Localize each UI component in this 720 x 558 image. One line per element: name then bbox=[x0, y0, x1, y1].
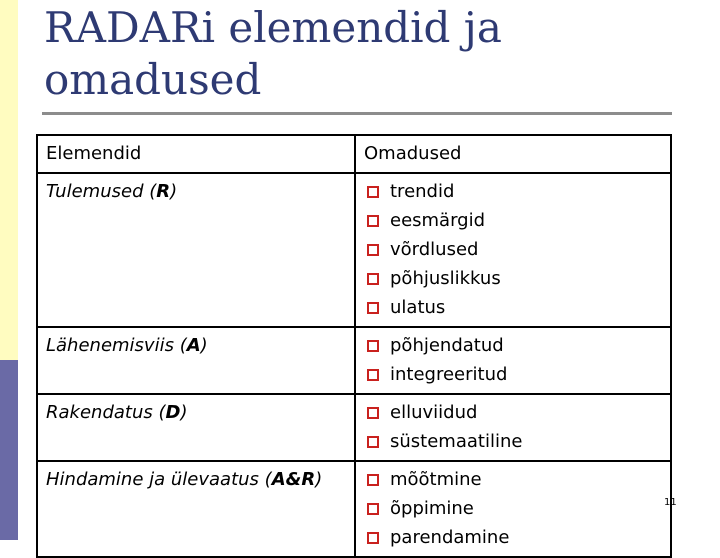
element-label: Hindamine ja ülevaatus ( bbox=[46, 469, 272, 490]
square-bullet-icon bbox=[367, 273, 379, 285]
square-bullet-icon bbox=[367, 302, 379, 314]
square-bullet-icon bbox=[367, 369, 379, 381]
square-bullet-icon bbox=[367, 436, 379, 448]
table-row bbox=[37, 461, 671, 557]
square-bullet-icon bbox=[367, 340, 379, 352]
table-row bbox=[37, 394, 671, 461]
element-code: A&R bbox=[271, 469, 316, 490]
slide-title: RADARi elemendid ja omadused bbox=[44, 3, 502, 104]
table-row bbox=[37, 173, 671, 327]
table-row bbox=[37, 327, 671, 394]
element-label: Lähenemisviis ( bbox=[46, 335, 187, 356]
element-cell bbox=[37, 461, 355, 557]
properties-cell bbox=[355, 173, 671, 327]
list-item: trendid bbox=[364, 177, 662, 206]
list-item: õppimine bbox=[364, 494, 662, 523]
properties-cell bbox=[355, 461, 671, 557]
list-item: eesmärgid bbox=[364, 206, 662, 235]
list-item: integreeritud bbox=[364, 360, 662, 389]
element-label: Tulemused ( bbox=[46, 181, 157, 202]
properties-cell bbox=[355, 327, 671, 394]
list-item: süstemaatiline bbox=[364, 427, 662, 456]
list-item: mõõtmine bbox=[364, 465, 662, 494]
list-item: põhjuslikkus bbox=[364, 264, 662, 293]
element-cell bbox=[37, 327, 355, 394]
square-bullet-icon bbox=[367, 532, 379, 544]
page-number: 11 bbox=[664, 497, 677, 508]
square-bullet-icon bbox=[367, 186, 379, 198]
square-bullet-icon bbox=[367, 503, 379, 515]
header-elements: Elemendid bbox=[37, 135, 355, 173]
square-bullet-icon bbox=[367, 474, 379, 486]
list-item: ulatus bbox=[364, 293, 662, 322]
list-item: elluviidud bbox=[364, 398, 662, 427]
square-bullet-icon bbox=[367, 244, 379, 256]
list-item: põhjendatud bbox=[364, 331, 662, 360]
element-label-end: ) bbox=[200, 335, 208, 356]
list-item: võrdlused bbox=[364, 235, 662, 264]
square-bullet-icon bbox=[367, 215, 379, 227]
properties-table bbox=[36, 134, 672, 558]
element-cell bbox=[37, 394, 355, 461]
square-bullet-icon bbox=[367, 407, 379, 419]
element-cell bbox=[37, 173, 355, 327]
side-accent-bar-lower bbox=[0, 360, 18, 540]
side-accent-bar bbox=[0, 0, 18, 360]
element-label-end: ) bbox=[170, 181, 178, 202]
element-label-end: ) bbox=[315, 469, 323, 490]
element-code: A bbox=[186, 335, 201, 356]
element-code: D bbox=[165, 402, 181, 423]
properties-cell bbox=[355, 394, 671, 461]
element-label: Rakendatus ( bbox=[46, 402, 166, 423]
header-properties: Omadused bbox=[355, 135, 671, 173]
table-header-row bbox=[37, 135, 671, 173]
element-code: R bbox=[156, 181, 171, 202]
element-label-end: ) bbox=[180, 402, 188, 423]
list-item: parendamine bbox=[364, 523, 662, 552]
title-divider bbox=[42, 112, 672, 115]
